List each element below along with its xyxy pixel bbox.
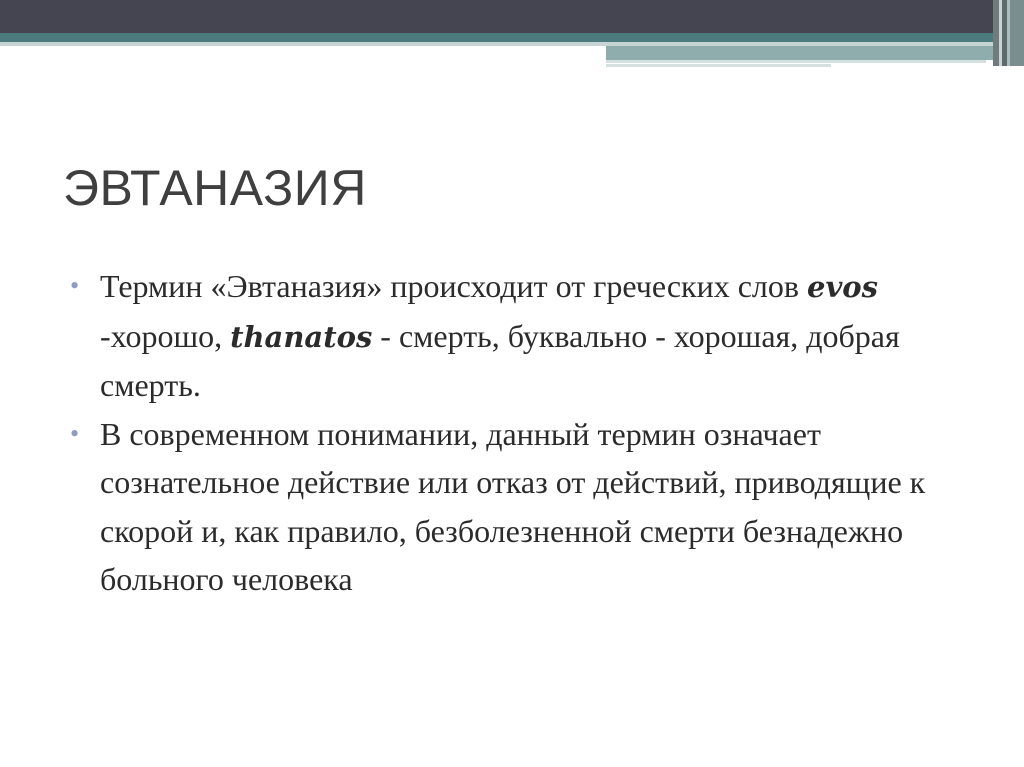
greek-term-thanatos: thanatos <box>230 319 373 354</box>
bullet-text: - смерть, буквально - хорошая, добрая смерть. <box>100 317 900 403</box>
corner-stripe <box>1010 0 1024 66</box>
slide-title: ЭВТАНАЗИЯ <box>63 160 367 216</box>
header-band-dark <box>0 0 1024 33</box>
header-accent-block <box>606 46 1024 60</box>
header-band-teal <box>0 33 1024 42</box>
header-accent-line <box>606 60 986 63</box>
bullet-icon: • <box>70 418 80 448</box>
bullet-text: -хорошо, <box>100 317 231 354</box>
bullet-text: В современном понимании, данный термин означает сознательное действие или отказ от действий, приводящие к скорой и, как правило, безболезненной смерти безнадежно больного человека <box>100 415 926 597</box>
bullet-text: Термин «Эвтаназия» происходит от греческих слов <box>100 268 807 304</box>
greek-term-evos: evos <box>807 270 878 304</box>
header-accent-line-short <box>606 64 831 67</box>
bullet-list <box>70 262 970 604</box>
bullet-icon: • <box>70 271 80 300</box>
bullet-item-etymology <box>70 262 970 410</box>
bullet-item-modern-meaning <box>70 410 970 604</box>
